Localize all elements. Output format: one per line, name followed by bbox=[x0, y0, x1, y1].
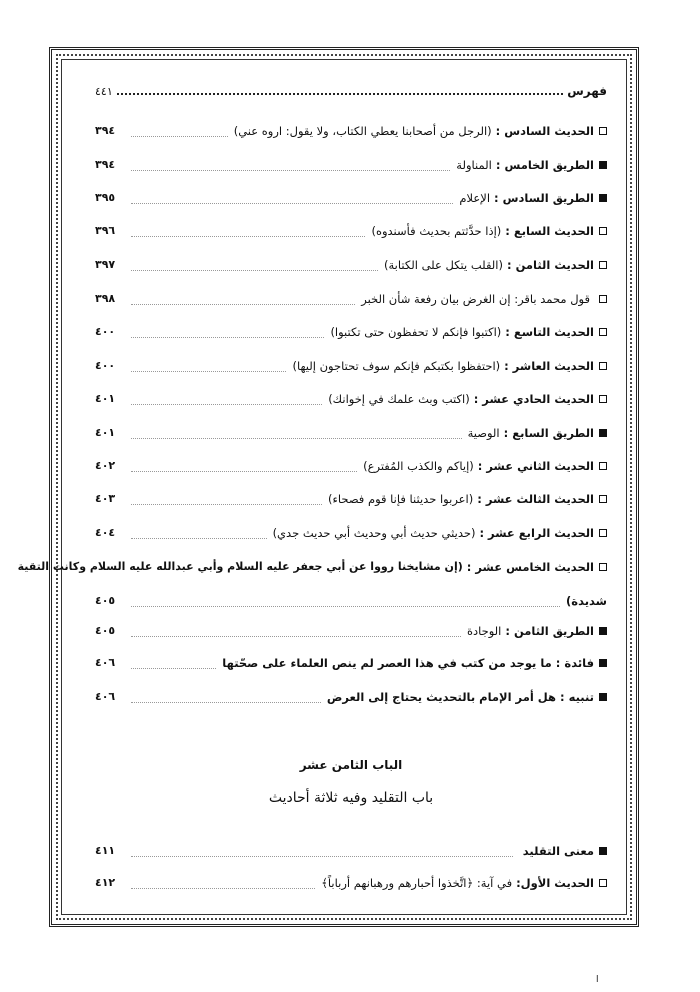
entry-text: في آية: ﴿اتَّخذوا أحبارهم ورهبانهم أرباباً﴾ bbox=[321, 876, 513, 890]
entry-page: ٤٠٠ bbox=[95, 325, 116, 338]
checkbox-icon bbox=[599, 495, 607, 503]
checkbox-icon bbox=[599, 261, 607, 269]
checkbox-icon bbox=[599, 529, 607, 537]
header-title: فهرس bbox=[567, 84, 607, 98]
leader-dots bbox=[131, 596, 560, 607]
checkbox-icon bbox=[599, 462, 607, 470]
entry-label: الحديث الأول: bbox=[516, 876, 594, 890]
leader-dots bbox=[131, 878, 315, 889]
page-footer-mark: ا bbox=[596, 975, 599, 985]
leader-dots bbox=[131, 692, 321, 703]
entry-page: ٣٩٨ bbox=[95, 292, 116, 305]
entry-page: ٤٠٤ bbox=[95, 526, 116, 539]
entry-text: (اكتبوا فإنكم لا تحفظون حتى تكتبوا) bbox=[330, 325, 502, 339]
leader-dots bbox=[131, 626, 461, 637]
entry-label: الطريق الخامس : bbox=[495, 158, 594, 172]
entry-label: الحديث الرابع عشر : bbox=[479, 526, 594, 540]
leader-dots bbox=[131, 394, 322, 405]
entry-text: (احتفظوا بكتبكم فإنكم سوف تحتاجون إليها) bbox=[292, 359, 501, 373]
toc-entry[interactable] bbox=[17, 556, 607, 578]
entry-label: تنبيه : bbox=[560, 690, 594, 704]
entry-label: الحديث الثاني عشر : bbox=[477, 459, 594, 473]
square-bullet-icon bbox=[599, 429, 607, 437]
entry-page: ٤٠٣ bbox=[95, 492, 116, 505]
toc-entry[interactable] bbox=[95, 488, 607, 510]
checkbox-icon bbox=[599, 227, 607, 235]
toc-entry[interactable] bbox=[95, 355, 607, 377]
entry-label: الحديث العاشر : bbox=[504, 359, 594, 373]
entry-text: هل أمر الإمام بالتحديث يحتاج إلى العرض bbox=[326, 690, 557, 704]
leader-dots bbox=[131, 658, 216, 669]
toc-entry[interactable] bbox=[95, 872, 607, 894]
entry-page: ٤٠٦ bbox=[95, 690, 116, 703]
leader-dots bbox=[131, 327, 324, 338]
entry-label: الطريق السادس : bbox=[494, 191, 594, 205]
toc-entry[interactable] bbox=[95, 652, 607, 674]
entry-label: شديدة) bbox=[566, 594, 607, 608]
entry-text: الوجادة bbox=[466, 624, 502, 638]
square-bullet-icon bbox=[599, 693, 607, 701]
leader-dots bbox=[131, 361, 286, 372]
entry-page: ٤٠٥ bbox=[95, 594, 116, 607]
checkbox-icon bbox=[599, 395, 607, 403]
toc-entry[interactable] bbox=[95, 321, 607, 343]
entry-page: ٣٩٦ bbox=[95, 224, 116, 237]
entry-page: ٣٩٤ bbox=[95, 124, 116, 137]
entry-page: ٤٠٥ bbox=[95, 624, 116, 637]
entry-page: ٤٠١ bbox=[95, 426, 116, 439]
entry-page: ٤٠١ bbox=[95, 392, 116, 405]
checkbox-icon bbox=[599, 127, 607, 135]
entry-text: (إذا حدَّثتم بحديث فأسندوه) bbox=[371, 224, 502, 238]
chapter-title: الباب الثامن عشر bbox=[299, 758, 403, 772]
entry-page: ٤١٢ bbox=[95, 876, 116, 889]
entry-label: الحديث الخامس عشر : bbox=[466, 560, 594, 574]
leader-dots bbox=[117, 87, 563, 95]
leader-dots bbox=[131, 260, 378, 271]
toc-entry[interactable] bbox=[95, 840, 607, 862]
entry-text: الوصية bbox=[467, 426, 500, 440]
toc-entry[interactable] bbox=[95, 220, 607, 242]
toc-entry[interactable] bbox=[95, 154, 607, 176]
entry-text: الإعلام bbox=[459, 191, 491, 205]
entry-text: (القلب يتكل على الكتابة) bbox=[384, 258, 503, 272]
chapter-subtitle: باب التقليد وفيه ثلاثة أحاديث bbox=[268, 790, 434, 806]
toc-entry[interactable] bbox=[95, 288, 607, 310]
entry-page: ٣٩٤ bbox=[95, 158, 116, 171]
entry-page: ٤٠٦ bbox=[95, 656, 116, 669]
entry-label: الطريق الثامن : bbox=[505, 624, 594, 638]
leader-dots bbox=[131, 193, 453, 204]
header-page-number: ٤٤١ bbox=[95, 84, 113, 98]
leader-dots bbox=[131, 461, 357, 472]
toc-entry[interactable] bbox=[95, 187, 607, 209]
leader-dots bbox=[131, 846, 513, 857]
checkbox-icon bbox=[599, 362, 607, 370]
leader-dots bbox=[131, 528, 267, 539]
entry-page: ٣٩٧ bbox=[95, 258, 116, 271]
entry-page: ٣٩٥ bbox=[95, 191, 116, 204]
entry-text: (إن مشايخنا رووا عن أبي جعفر عليه السلام وأبي عبدالله عليه السلام وكانت التقية bbox=[17, 560, 463, 573]
square-bullet-icon bbox=[599, 847, 607, 855]
toc-entry[interactable] bbox=[95, 422, 607, 444]
toc-entry[interactable] bbox=[95, 254, 607, 276]
entry-text: (اعربوا حديثنا فإنا قوم فصحاء) bbox=[328, 492, 474, 506]
entry-label: فائدة : bbox=[555, 656, 594, 670]
square-bullet-icon bbox=[599, 659, 607, 667]
checkbox-icon bbox=[599, 563, 607, 571]
leader-dots bbox=[131, 160, 450, 171]
toc-entry[interactable] bbox=[95, 522, 607, 544]
entry-label: الحديث السابع : bbox=[505, 224, 594, 238]
entry-text: (اكتب وبث علمك في إخوانك) bbox=[328, 392, 470, 406]
leader-dots bbox=[131, 294, 355, 305]
running-header bbox=[95, 82, 607, 100]
toc-entry-continuation[interactable] bbox=[95, 590, 607, 612]
square-bullet-icon bbox=[599, 627, 607, 635]
entry-text: ما يوجد من كتب في هذا العصر لم ينص العلماء على صحّتها bbox=[222, 656, 552, 670]
toc-entry[interactable] bbox=[95, 120, 607, 142]
entry-label: الطريق السابع : bbox=[503, 426, 594, 440]
entry-page: ٤٠٢ bbox=[95, 459, 116, 472]
entry-text: قول محمد باقر: إن الغرض بيان رفعة شأن الخبر bbox=[361, 292, 590, 306]
entry-text: (الرجل من أصحابنا يعطي الكتاب، ولا يقول: اروه عني) bbox=[233, 124, 492, 138]
leader-dots bbox=[131, 494, 322, 505]
entry-label: الحديث الحادي عشر : bbox=[473, 392, 594, 406]
entry-page: ٤٠٠ bbox=[95, 359, 116, 372]
entry-text: المناولة bbox=[456, 158, 492, 172]
toc-entry[interactable] bbox=[95, 620, 607, 642]
toc-entry[interactable] bbox=[95, 388, 607, 410]
square-bullet-icon bbox=[599, 194, 607, 202]
entry-label: الحديث التاسع : bbox=[505, 325, 594, 339]
toc-entry[interactable] bbox=[95, 686, 607, 708]
leader-dots bbox=[131, 126, 228, 137]
checkbox-icon bbox=[599, 879, 607, 887]
checkbox-icon bbox=[599, 295, 607, 303]
entry-label: معنى التقليد bbox=[522, 844, 594, 858]
entry-label: الحديث الثامن : bbox=[506, 258, 594, 272]
toc-entry[interactable] bbox=[95, 455, 607, 477]
entry-label: الحديث الثالث عشر : bbox=[477, 492, 594, 506]
checkbox-icon bbox=[599, 328, 607, 336]
entry-label: الحديث السادس : bbox=[495, 124, 594, 138]
entry-page: ٤١١ bbox=[95, 844, 116, 857]
entry-text: (إياكم والكذب المُفترع) bbox=[363, 459, 474, 473]
square-bullet-icon bbox=[599, 161, 607, 169]
entry-text: (حديثي حديث أبي وحديث أبي حديث جدي) bbox=[272, 526, 476, 540]
leader-dots bbox=[131, 226, 365, 237]
leader-dots bbox=[131, 428, 462, 439]
